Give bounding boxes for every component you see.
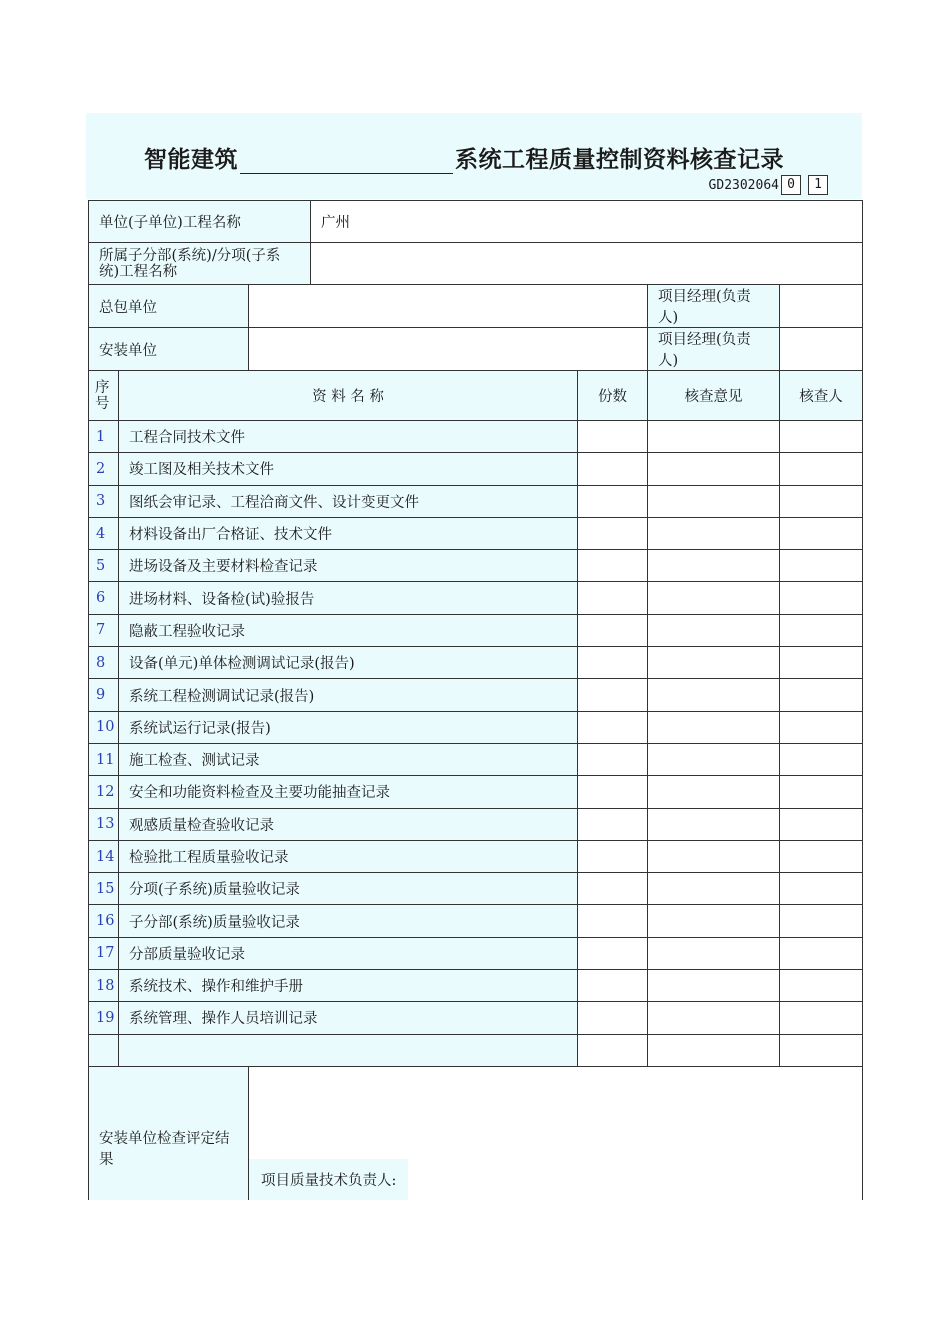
row-document-name: 观感质量检查验收记录 <box>119 808 578 840</box>
row-opinion-field[interactable] <box>648 873 780 905</box>
row-document-name: 分部质量验收记录 <box>119 937 578 969</box>
row-checker-field[interactable] <box>780 453 863 485</box>
result-row <box>89 1066 863 1200</box>
row-copies-field[interactable] <box>578 1002 648 1034</box>
title-prefix: 智能建筑 <box>144 147 238 173</box>
code-box-2[interactable]: 1 <box>808 175 828 195</box>
row-checker-field[interactable] <box>780 711 863 743</box>
row-number: 5 <box>89 550 119 582</box>
table-row <box>89 937 863 969</box>
table-row <box>89 614 863 646</box>
row-document-name: 隐蔽工程验收记录 <box>119 614 578 646</box>
row-copies-field[interactable] <box>578 905 648 937</box>
row-opinion-field[interactable] <box>648 453 780 485</box>
row-document-name: 竣工图及相关技术文件 <box>119 453 578 485</box>
row-opinion-field[interactable] <box>648 517 780 549</box>
row-opinion-field[interactable] <box>648 485 780 517</box>
subsection-row <box>89 243 863 285</box>
row-checker-field[interactable] <box>780 679 863 711</box>
row-document-name: 分项(子系统)质量验收记录 <box>119 873 578 905</box>
project-name-row <box>89 201 863 243</box>
row-checker-field[interactable] <box>780 517 863 549</box>
row-number: 9 <box>89 679 119 711</box>
col-header-opinion: 核查意见 <box>648 371 780 421</box>
row-document-name: 系统试运行记录(报告) <box>119 711 578 743</box>
row-opinion-field[interactable] <box>648 937 780 969</box>
row-number: 7 <box>89 614 119 646</box>
row-checker-field[interactable] <box>780 582 863 614</box>
row-number: 13 <box>89 808 119 840</box>
row-checker-field[interactable] <box>780 1034 863 1066</box>
row-copies-field[interactable] <box>578 421 648 453</box>
row-document-name: 系统管理、操作人员培训记录 <box>119 1002 578 1034</box>
table-row <box>89 453 863 485</box>
result-label: 安装单位检查评定结果 <box>89 1066 249 1200</box>
row-checker-field[interactable] <box>780 808 863 840</box>
installer-field[interactable] <box>249 328 648 371</box>
form-header <box>86 113 862 199</box>
row-document-name: 施工检查、测试记录 <box>119 743 578 775</box>
row-number: 11 <box>89 743 119 775</box>
table-row <box>89 873 863 905</box>
row-opinion-field[interactable] <box>648 905 780 937</box>
row-copies-field[interactable] <box>578 485 648 517</box>
project-name-field[interactable]: 广州 <box>311 201 863 243</box>
table-row <box>89 679 863 711</box>
row-checker-field[interactable] <box>780 743 863 775</box>
row-checker-field[interactable] <box>780 550 863 582</box>
row-opinion-field[interactable] <box>648 582 780 614</box>
title-area <box>86 113 862 199</box>
row-checker-field[interactable] <box>780 614 863 646</box>
row-checker-field[interactable] <box>780 905 863 937</box>
row-copies-field[interactable] <box>578 647 648 679</box>
system-name-blank[interactable] <box>240 149 453 174</box>
table-row <box>89 970 863 1002</box>
table-row <box>89 421 863 453</box>
row-copies-field[interactable] <box>578 840 648 872</box>
row-opinion-field[interactable] <box>648 743 780 775</box>
row-document-name: 检验批工程质量验收记录 <box>119 840 578 872</box>
table-row <box>89 711 863 743</box>
row-document-name: 设备(单元)单体检测调试记录(报告) <box>119 647 578 679</box>
row-copies-field[interactable] <box>578 776 648 808</box>
row-number: 2 <box>89 453 119 485</box>
row-opinion-field[interactable] <box>648 808 780 840</box>
row-opinion-field[interactable] <box>648 614 780 646</box>
table-row <box>89 582 863 614</box>
row-number: 17 <box>89 937 119 969</box>
contractor-label: 总包单位 <box>89 285 249 328</box>
page-title <box>144 141 784 174</box>
row-checker-field[interactable] <box>780 937 863 969</box>
row-checker-field[interactable] <box>780 421 863 453</box>
row-opinion-field[interactable] <box>648 550 780 582</box>
row-opinion-field[interactable] <box>648 776 780 808</box>
column-header-row <box>89 371 863 421</box>
row-opinion-field[interactable] <box>648 711 780 743</box>
installer-pm-field[interactable] <box>780 328 863 371</box>
row-number: 19 <box>89 1002 119 1034</box>
installer-label: 安装单位 <box>89 328 249 371</box>
record-rows <box>89 421 863 1067</box>
table-row <box>89 1034 863 1066</box>
row-opinion-field[interactable] <box>648 970 780 1002</box>
row-number: 15 <box>89 873 119 905</box>
row-document-name: 子分部(系统)质量验收记录 <box>119 905 578 937</box>
row-copies-field[interactable] <box>578 517 648 549</box>
table-row <box>89 905 863 937</box>
row-opinion-field[interactable] <box>648 421 780 453</box>
row-copies-field[interactable] <box>578 873 648 905</box>
row-checker-field[interactable] <box>780 776 863 808</box>
col-header-copies: 份数 <box>578 371 648 421</box>
row-document-name: 进场材料、设备检(试)验报告 <box>119 582 578 614</box>
col-header-name: 资 料 名 称 <box>119 371 578 421</box>
table-row <box>89 1002 863 1034</box>
row-document-name: 图纸会审记录、工程洽商文件、设计变更文件 <box>119 485 578 517</box>
row-number: 8 <box>89 647 119 679</box>
result-field[interactable] <box>249 1066 863 1200</box>
table-row <box>89 647 863 679</box>
row-number: 4 <box>89 517 119 549</box>
row-checker-field[interactable] <box>780 873 863 905</box>
table-row <box>89 776 863 808</box>
table-row <box>89 840 863 872</box>
signer-label: 项目质量技术负责人: <box>249 1159 408 1200</box>
row-copies-field[interactable] <box>578 808 648 840</box>
row-copies-field[interactable] <box>578 937 648 969</box>
form-code <box>709 175 828 195</box>
col-header-checker: 核查人 <box>780 371 863 421</box>
row-checker-field[interactable] <box>780 1002 863 1034</box>
row-document-name: 安全和功能资料检查及主要功能抽查记录 <box>119 776 578 808</box>
row-document-name: 材料设备出厂合格证、技术文件 <box>119 517 578 549</box>
subsection-field[interactable] <box>311 243 863 285</box>
table-row <box>89 485 863 517</box>
table-row <box>89 550 863 582</box>
row-opinion-field[interactable] <box>648 1002 780 1034</box>
table-row <box>89 808 863 840</box>
row-number: 6 <box>89 582 119 614</box>
contractor-field[interactable] <box>249 285 648 328</box>
row-number: 3 <box>89 485 119 517</box>
row-checker-field[interactable] <box>780 485 863 517</box>
row-copies-field[interactable] <box>578 582 648 614</box>
row-checker-field[interactable] <box>780 970 863 1002</box>
row-document-name: 系统技术、操作和维护手册 <box>119 970 578 1002</box>
contractor-row <box>89 285 863 328</box>
form-code-text: GD2302064 <box>708 177 779 193</box>
row-document-name: 系统工程检测调试记录(报告) <box>119 679 578 711</box>
row-number <box>89 1034 119 1066</box>
title-suffix: 系统工程质量控制资料核查记录 <box>455 147 784 173</box>
row-number: 18 <box>89 970 119 1002</box>
row-opinion-field[interactable] <box>648 840 780 872</box>
row-number: 16 <box>89 905 119 937</box>
table-row <box>89 517 863 549</box>
row-copies-field[interactable] <box>578 679 648 711</box>
row-checker-field[interactable] <box>780 647 863 679</box>
row-document-name: 进场设备及主要材料检查记录 <box>119 550 578 582</box>
row-number: 1 <box>89 421 119 453</box>
row-copies-field[interactable] <box>578 453 648 485</box>
installer-row <box>89 328 863 371</box>
row-number: 10 <box>89 711 119 743</box>
contractor-pm-label: 项目经理(负责人) <box>648 285 780 328</box>
col-header-seq: 序号 <box>89 371 119 421</box>
row-number: 12 <box>89 776 119 808</box>
row-copies-field[interactable] <box>578 550 648 582</box>
row-document-name: 工程合同技术文件 <box>119 421 578 453</box>
contractor-pm-field[interactable] <box>780 285 863 328</box>
row-copies-field[interactable] <box>578 970 648 1002</box>
row-opinion-field[interactable] <box>648 1034 780 1066</box>
row-opinion-field[interactable] <box>648 679 780 711</box>
row-copies-field[interactable] <box>578 711 648 743</box>
row-copies-field[interactable] <box>578 743 648 775</box>
project-name-label: 单位(子单位)工程名称 <box>89 201 311 243</box>
row-copies-field[interactable] <box>578 1034 648 1066</box>
installer-pm-label: 项目经理(负责人) <box>648 328 780 371</box>
code-box-1[interactable]: 0 <box>781 175 801 195</box>
row-number: 14 <box>89 840 119 872</box>
subsection-label: 所属子分部(系统)/分项(子系统)工程名称 <box>89 243 311 285</box>
row-document-name <box>119 1034 578 1066</box>
row-opinion-field[interactable] <box>648 647 780 679</box>
table-row <box>89 743 863 775</box>
inspection-form-table <box>88 200 863 1200</box>
row-copies-field[interactable] <box>578 614 648 646</box>
row-checker-field[interactable] <box>780 840 863 872</box>
